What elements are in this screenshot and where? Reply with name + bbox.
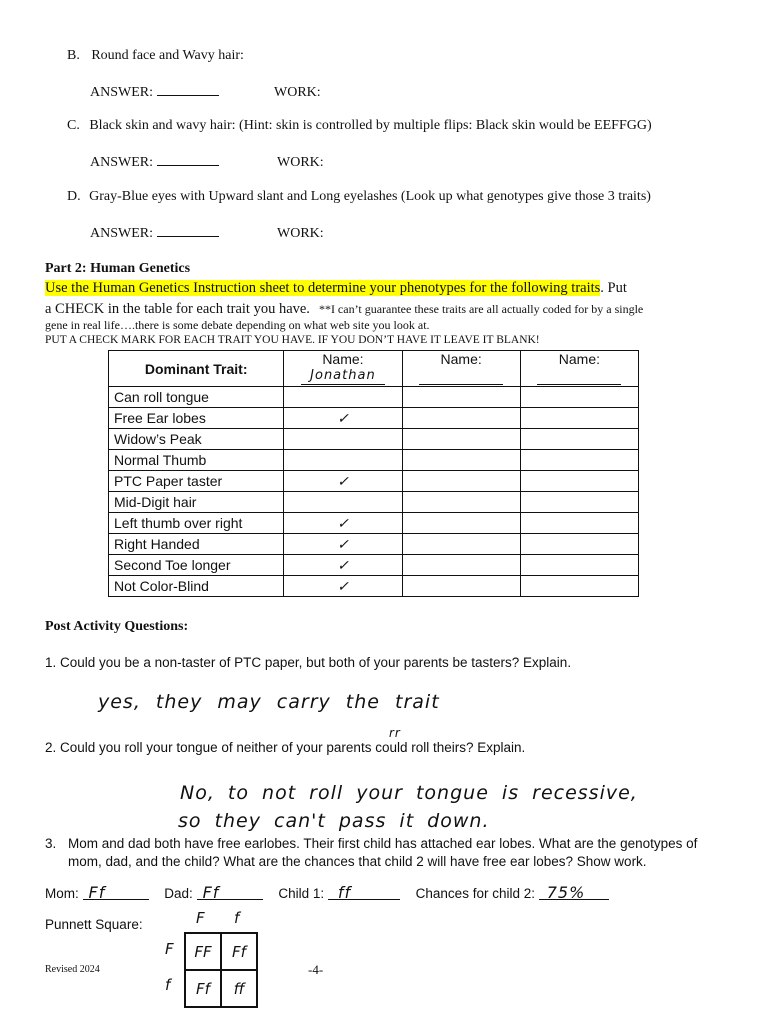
table-row <box>109 408 639 429</box>
punnett-top-allele: f <box>234 909 241 927</box>
table-row <box>109 450 639 471</box>
check-cell[interactable] <box>520 576 638 597</box>
question-c-text: Black skin and wavy hair: (Hint: skin is controlled by multiple flips: Black skin would be EEFFGG) <box>89 118 652 133</box>
question-3-line-2: mom, dad, and the child? What are the chances that child 2 will have free ear lobes? Show work. <box>68 854 647 869</box>
trait-label: Right Handed <box>109 534 284 555</box>
question-d-text: Gray-Blue eyes with Upward slant and Long eyelashes (Look up what genotypes give those 3 traits) <box>89 189 651 204</box>
part2-instruction: Use the Human Genetics Instruction sheet to determine your phenotypes for the following traits. Put <box>45 280 627 296</box>
answer-2-line-1[interactable]: No, to not roll your tongue is recessive, <box>180 782 638 804</box>
check-cell[interactable] <box>520 471 638 492</box>
child-1-genotype[interactable]: ff <box>328 887 400 900</box>
table-row <box>109 471 639 492</box>
part2-line2: a CHECK in the table for each trait you have. **I can’t guarantee these traits are all actually coded for by a single <box>45 301 644 317</box>
punnett-side-allele: F <box>165 940 175 958</box>
post-activity-heading: Post Activity Questions: <box>45 619 189 634</box>
check-cell[interactable] <box>520 450 638 471</box>
check-cell[interactable]: ✓ <box>284 513 402 534</box>
check-cell[interactable] <box>402 513 520 534</box>
dad-genotype[interactable]: Ff <box>197 887 263 900</box>
check-cell[interactable] <box>284 429 402 450</box>
check-cell[interactable] <box>402 555 520 576</box>
name-2-blank[interactable] <box>419 367 503 385</box>
name-column-3: Name: <box>520 351 638 387</box>
check-cell[interactable] <box>402 450 520 471</box>
child-2-chances[interactable]: 75% <box>539 887 609 900</box>
check-cell[interactable] <box>284 450 402 471</box>
check-cell[interactable] <box>402 429 520 450</box>
check-cell[interactable] <box>402 534 520 555</box>
answer-d: ANSWER: WORK: <box>90 226 324 241</box>
check-cell[interactable] <box>284 387 402 408</box>
trait-label: Mid-Digit hair <box>109 492 284 513</box>
answer-c-blank[interactable] <box>157 153 219 166</box>
check-cell[interactable] <box>402 387 520 408</box>
trait-label: Free Ear lobes <box>109 408 284 429</box>
question-c: C. Black skin and wavy hair: (Hint: skin is controlled by multiple flips: Black skin would be EEFFGG) <box>67 118 652 133</box>
trait-label: Can roll tongue <box>109 387 284 408</box>
punnett-cell[interactable]: Ff <box>221 933 257 970</box>
instruction-highlight: Use the Human Genetics Instruction sheet to determine your phenotypes for the following traits <box>45 280 601 296</box>
punnett-square <box>184 932 258 1008</box>
answer-b-blank[interactable] <box>157 83 219 96</box>
trait-label: Left thumb over right <box>109 513 284 534</box>
answer-1-note: rr <box>389 726 401 740</box>
check-cell[interactable] <box>520 513 638 534</box>
trait-label: Normal Thumb <box>109 450 284 471</box>
question-b-text: Round face and Wavy hair: <box>91 48 244 63</box>
question-d: D. Gray-Blue eyes with Upward slant and Long eyelashes (Look up what genotypes give those 3 traits) <box>67 189 651 204</box>
table-row <box>109 576 639 597</box>
question-2: 2. Could you roll your tongue of neither of your parents could roll theirs? Explain. <box>45 740 526 755</box>
punnett-cell[interactable]: FF <box>185 933 221 970</box>
trait-label: Widow’s Peak <box>109 429 284 450</box>
mom-genotype[interactable]: Ff <box>83 887 149 900</box>
check-cell[interactable] <box>520 408 638 429</box>
check-cell[interactable] <box>520 429 638 450</box>
name-3-blank[interactable] <box>537 367 621 385</box>
trait-label: Not Color-Blind <box>109 576 284 597</box>
check-cell[interactable] <box>402 408 520 429</box>
revised-footer: Revised 2024 <box>45 964 100 975</box>
check-cell[interactable] <box>520 492 638 513</box>
question-3-number: 3. <box>45 836 57 851</box>
check-cell[interactable]: ✓ <box>284 534 402 555</box>
genotype-row: Mom: Ff Dad: Ff Child 1: ff Chances for child 2: 75% <box>45 886 609 901</box>
check-cell[interactable]: ✓ <box>284 408 402 429</box>
punnett-side-allele: f <box>165 976 172 994</box>
traits-table <box>108 350 639 597</box>
check-cell[interactable] <box>520 555 638 576</box>
trait-label: PTC Paper taster <box>109 471 284 492</box>
question-3-line-1: Mom and dad both have free earlobes. Their first child has attached ear lobes. What are the genotypes of <box>68 836 698 851</box>
check-cell[interactable] <box>402 492 520 513</box>
punnett-label: Punnett Square: <box>45 917 143 932</box>
punnett-cell[interactable]: ff <box>221 970 257 1007</box>
check-cell[interactable]: ✓ <box>284 576 402 597</box>
name-column-1: Name: Jonathan <box>284 351 402 387</box>
question-b: B. Round face and Wavy hair: <box>67 48 244 63</box>
dominant-trait-header: Dominant Trait: <box>109 351 284 387</box>
answer-2-line-2[interactable]: so they can't pass it down. <box>178 810 490 832</box>
table-header-row <box>109 351 639 387</box>
answer-b: ANSWER: WORK: <box>90 85 321 100</box>
table-row <box>109 492 639 513</box>
name-1-value[interactable]: Jonathan <box>301 367 385 385</box>
check-cell[interactable] <box>402 576 520 597</box>
table-row <box>109 555 639 576</box>
part2-note: gene in real life….there is some debate depending on what web site you look at. <box>45 318 430 332</box>
answer-1[interactable]: yes, they may carry the trait <box>98 691 440 713</box>
page-number: -4- <box>308 962 324 977</box>
part2-caps-line: PUT A CHECK MARK FOR EACH TRAIT YOU HAVE. IF YOU DON’T HAVE IT LEAVE IT BLANK! <box>45 334 540 346</box>
question-1: 1. Could you be a non-taster of PTC paper, but both of your parents be tasters? Explain. <box>45 655 572 670</box>
check-cell[interactable]: ✓ <box>284 555 402 576</box>
check-cell[interactable] <box>520 534 638 555</box>
check-cell[interactable]: ✓ <box>284 471 402 492</box>
table-row <box>109 513 639 534</box>
table-row <box>109 387 639 408</box>
part2-heading: Part 2: Human Genetics <box>45 261 191 276</box>
punnett-top-allele: F <box>196 909 206 927</box>
table-row <box>109 534 639 555</box>
trait-label: Second Toe longer <box>109 555 284 576</box>
check-cell[interactable] <box>284 492 402 513</box>
punnett-cell[interactable]: Ff <box>185 970 221 1007</box>
answer-c: ANSWER: WORK: <box>90 155 324 170</box>
table-row <box>109 429 639 450</box>
check-cell[interactable] <box>402 471 520 492</box>
name-column-2: Name: <box>402 351 520 387</box>
check-cell[interactable] <box>520 387 638 408</box>
answer-d-blank[interactable] <box>157 224 219 237</box>
